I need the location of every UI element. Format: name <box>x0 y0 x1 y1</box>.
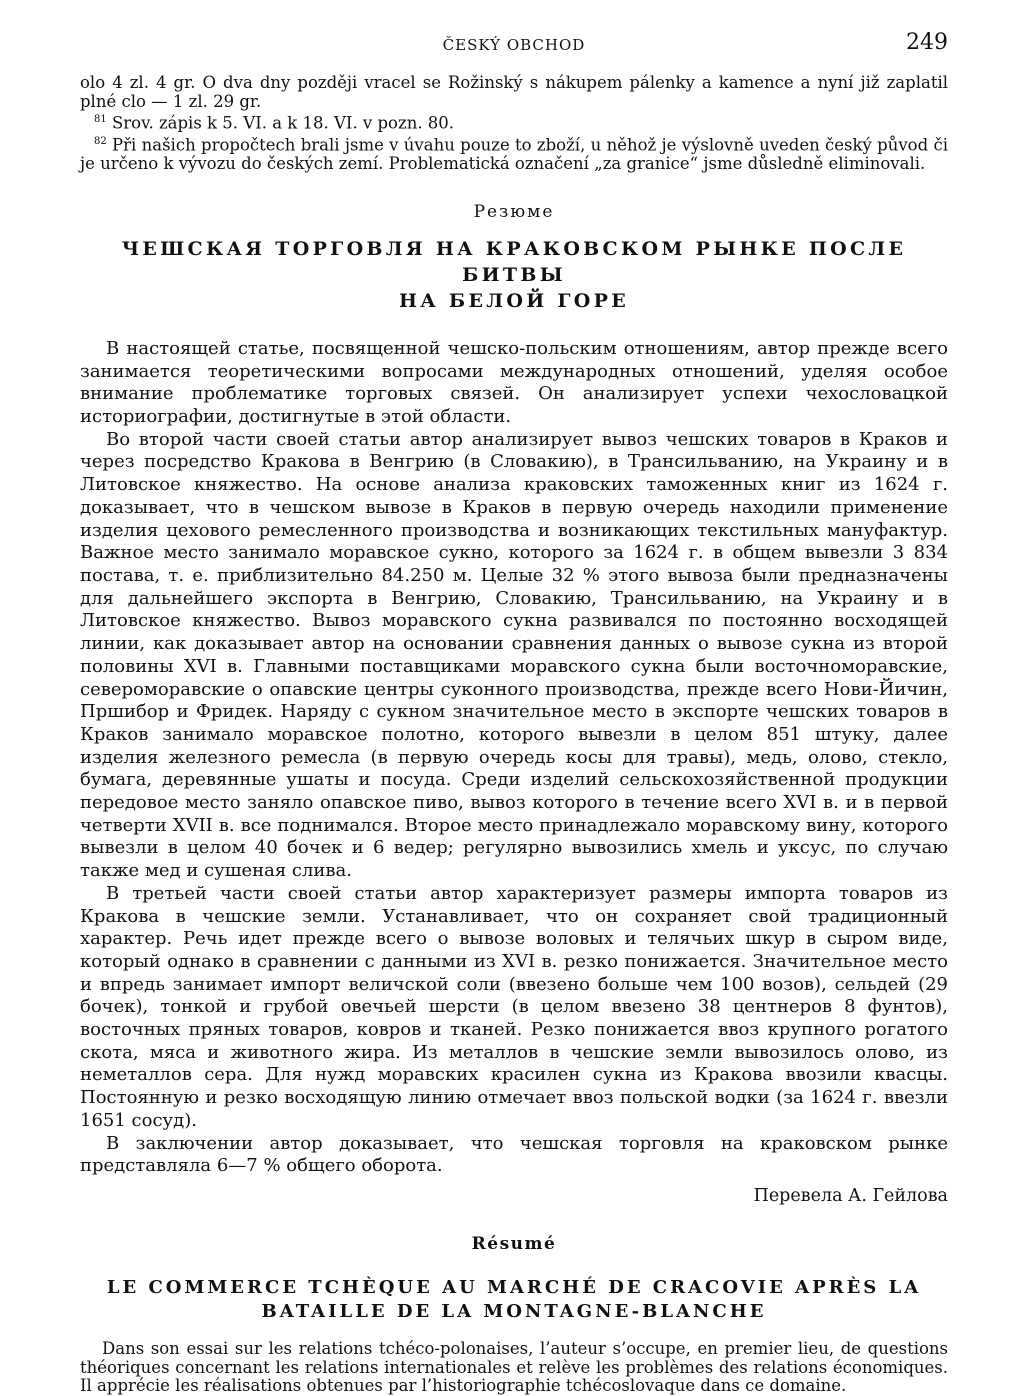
french-summary <box>80 1234 948 1396</box>
page-number: 249 <box>906 30 948 55</box>
translator-credit: Перевела А. Гейлова <box>753 1185 948 1206</box>
running-head: ČESKÝ OBCHOD <box>442 36 586 54</box>
russian-title-line-2: НА БЕЛОЙ ГОРЕ <box>398 289 629 312</box>
french-summary-label: Résumé <box>471 1233 557 1254</box>
footnote-81-text: Srov. zápis k 5. VI. a k 18. VI. v pozn. 80. <box>111 113 455 133</box>
russian-summary-title <box>80 236 948 314</box>
footnote-82-number: 82 <box>94 136 107 148</box>
french-summary-title <box>80 1276 948 1324</box>
footnote-81 <box>80 111 948 133</box>
russian-summary <box>80 202 948 1206</box>
french-title-line-2: BATAILLE DE LA MONTAGNE-BLANCHE <box>261 1300 767 1322</box>
footnote-continuation: olo 4 zl. 4 gr. O dva dny později vracel se Rožinský s nákupem pálenky a kamence a nyní již zaplatil plné clo — 1 zl. 29 gr. <box>80 73 948 111</box>
footnotes <box>80 74 948 174</box>
russian-paragraph-2: Во второй части своей статьи автор анализирует вывоз чешских товаров в Краков и через посредство Кракова в Венгрию (в Словакию), в Трансильванию, на Украину и в Литовское княжество. На основе анализа краковских таможенных книг из 1624 г. доказывает, что в чешском вывозе в Краков в первую очередь находили применение изделия цехового ремесленного производства и возникающих текстильных мануфактур. Важное место занимало моравское сукно, которого за 1624 г. в общем вывезли 3 834 постава, т. е. приблизительно 84.250 м. Целые 32 % этого вывоза были предназначены для дальнейшего экспорта в Венгрию, Словакию, Трансильванию, на Украину и в Литовское княжество. Вывоз моравского сукна развивался по постоянно восходящей линии, как доказывает автор на основании сравнения данных о вывозе сукна из второй половины XVI в. Главными поставщиками моравского сукна были восточноморавские, североморавские о опавские центры суконного производства, прежде всего Нови-Йичин, Пршибор и Фридек. Наряду с сукном значительное место в экспорте чешских товаров в Краков занимало моравское полотно, которого вывезли в целом 851 штуку, далее изделия железного ремесла (в первую очередь косы для травы), медь, олово, стекло, бумага, деревянные ушаты и посуда. Среди изделий сельскохозяйственной продукции передовое место заняло опавское пиво, вывоз которого в течение всего XVI в. и в первой четверти XVII в. все поднимался. Второе место принадлежало моравскому вину, которого вывезли в целом 40 бочек и 6 ведер; регулярно вывозились хмель и уксус, по случаю также мед и сушеная слива. <box>80 428 948 882</box>
footnote-82-text: Při našich propočtech brali jsme v úvahu pouze to zboží, u něhož je výslovně uveden český původ či je určeno k vývozu do českých zemí. Problematická označení „za granice“ jsme důsledně eliminovali. <box>80 135 948 174</box>
russian-paragraph-3: В третьей части своей статьи автор характеризует размеры импорта товаров из Кракова в чешские земли. Устанавливает, что он сохраняет свой традиционный характер. Речь идет прежде всего о вывозе воловых и телячьих шкур в сыром виде, который однако в сравнении с данными из XVI в. резко понижается. Значительное место и впредь занимает импорт величской соли (ввезено больше чем 100 возов), сельдей (29 бочек), тонкой и грубой овечьей шерсти (в целом ввезено 38 центнеров 8 фунтов), восточных пряных товаров, ковров и тканей. Резко понижается ввоз крупного рогатого скота, мяса и животного жира. Из металлов в чешские земли вывозилось олово, из неметаллов сера. Для нужд моравских красилен сукна из Кракова ввозили квасцы. Постоянную и резко восходящую линию отмечает ввоз польской водки (за 1624 г. ввезли 1651 сосуд). <box>80 882 948 1131</box>
russian-paragraph-1: В настоящей статье, посвященной чешско-польским отношениям, автор прежде всего занимается теоретическими вопросами международных отношений, уделяя особое внимание проблематике торговых связей. Он анализирует успехи чехословацкой историографии, достигнутые в этой области. <box>80 337 948 428</box>
russian-paragraph-4: В заключении автор доказывает, что чешская торговля на краковском рынке представляла 6—7 % общего оборота. <box>80 1132 948 1177</box>
russian-title-line-1: ЧЕШСКАЯ ТОРГОВЛЯ НА КРАКОВСКОМ РЫНКЕ ПОСЛЕ БИТВЫ <box>121 237 907 286</box>
footnote-81-number: 81 <box>94 114 107 126</box>
russian-summary-label: Резюме <box>473 201 555 222</box>
page-header <box>80 0 948 74</box>
footnote-82 <box>80 133 948 174</box>
french-title-line-1: LE COMMERCE TCHÈQUE AU MARCHÉ DE CRACOVIE APRÈS LA <box>106 1276 922 1298</box>
french-paragraph-1: Dans son essai sur les relations tchéco-polonaises, l’auteur s’occupe, en premier lieu, de questions théoriques concernant les relations internationales et relève les problèmes des relations économiques. Il apprécie les réalisations obtenues par l’historiographie tchécoslovaque dans ce domaine. <box>80 1338 948 1396</box>
